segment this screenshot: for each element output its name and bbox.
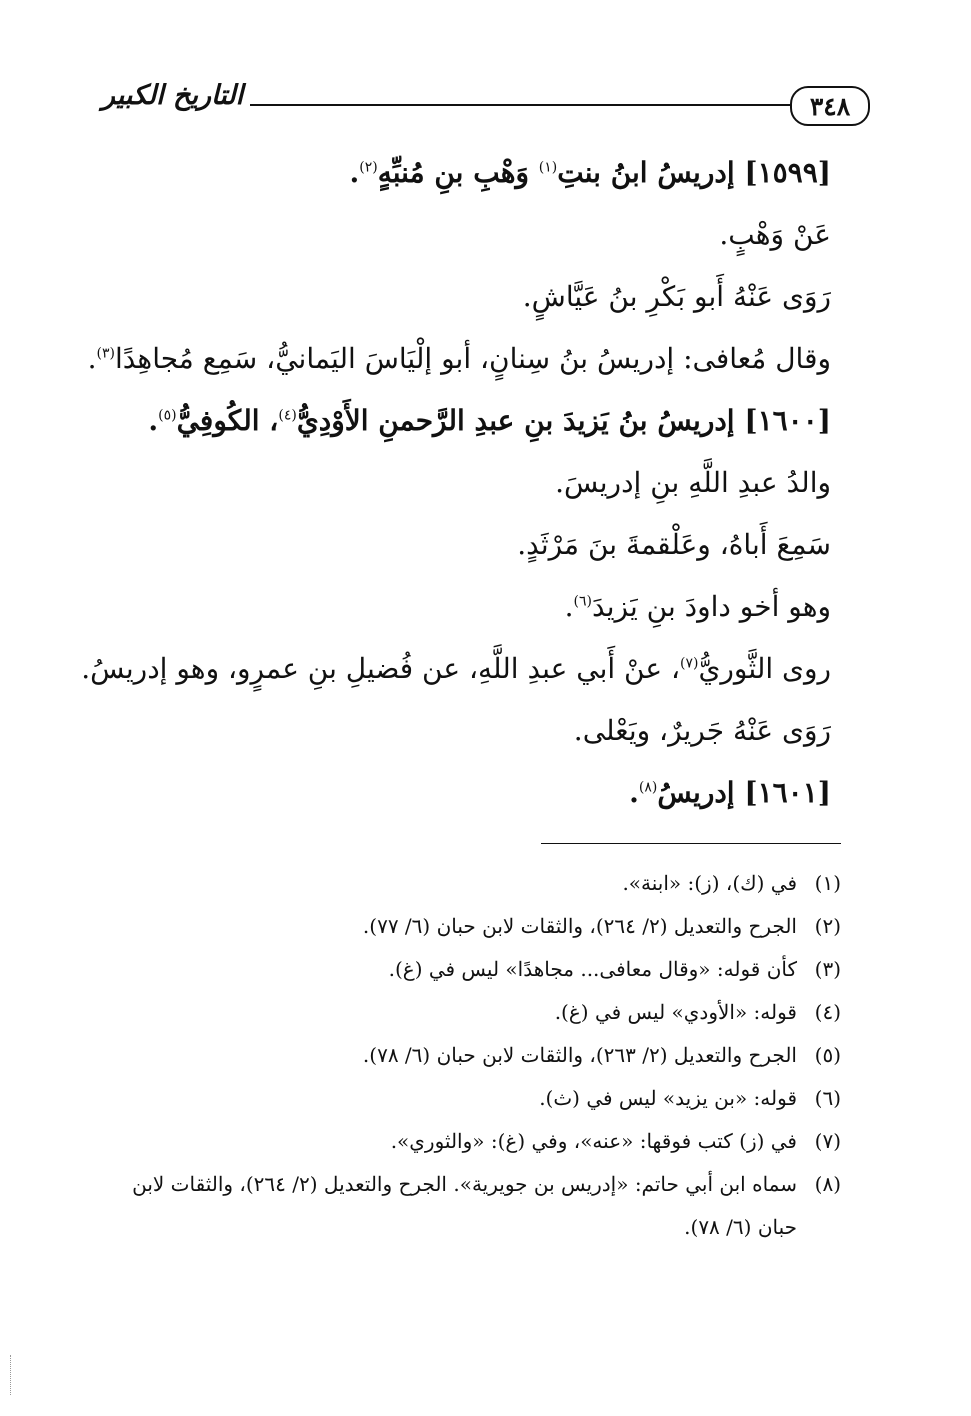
footnotes: [95, 862, 841, 1249]
page-number: ٣٤٨: [790, 86, 870, 126]
footnote-number: (٣): [814, 957, 841, 981]
footnote-item: [95, 991, 841, 1034]
footnote-item: [95, 948, 841, 991]
footnote-text: كأن قوله: «وقال معافى... مجاهدًا» ليس في (غ).: [388, 957, 797, 981]
footnote-item: [95, 1077, 841, 1120]
footnote-number: (٧): [814, 1129, 841, 1153]
header-rule: [250, 104, 790, 106]
footnote-item: [95, 1163, 841, 1249]
book-title: التاريخ الكبير: [101, 80, 244, 111]
text-line: رَوَى عَنْهُ جَريرٌ، ويَعْلى.: [573, 714, 831, 747]
text-line: وقال مُعافى: إدريسُ بنُ سِنانٍ، أبو إلْيَاسَ اليَمانيُّ، سَمِع مُجاهِدًا$^{(٣)}$.: [87, 342, 831, 375]
footnote-number: (٥): [814, 1043, 841, 1067]
text-line: عَنْ وَهْبٍ.: [719, 218, 831, 251]
footnote-number: (١): [814, 871, 841, 895]
margin-mark: [10, 1355, 12, 1395]
footnote-ref[interactable]: (١): [538, 159, 558, 176]
entry-1601: [١٦٠١] إدريسُ$^{(٨)}$.: [629, 776, 831, 809]
footnote-number: (٦): [814, 1086, 841, 1110]
footnote-text: قوله: «بن يزيد» ليس في (ث).: [539, 1086, 797, 1110]
text-line: رَوَى عَنْهُ أَبو بَكْرِ بنُ عَيَّاشٍ.: [522, 280, 831, 313]
entry-1600: [١٦٠٠] إدريسُ بنُ يَزيدَ بنِ عبدِ الرَّحمنِ الأَوْدِيُّ$^{(٤)}$، الكُوفِيُّ$^{(٥)}$.: [148, 404, 831, 437]
footnote-text: في (ك)، (ز): «ابنة».: [622, 871, 797, 895]
footnote-item: [95, 1034, 841, 1077]
footnote-number: (٨): [814, 1172, 841, 1196]
footnote-ref[interactable]: (٢): [359, 159, 378, 176]
footnote-text: الجرح والتعديل (٢/ ٢٦٣)، والثقات لابن حبان (٦/ ٧٨).: [362, 1043, 797, 1067]
main-text: [81, 142, 831, 824]
text-line: روى الثَّوريُّ$^{(٧)}$، عنْ أَبي عبدِ اللَّهِ، عن فُضيلِ بنِ عمرٍو، وهو إدريسُ.: [81, 652, 831, 685]
footnote-ref[interactable]: (٦): [573, 593, 593, 610]
footnote-item: [95, 905, 841, 948]
footnote-text: قوله: «الأودي» ليس في (غ).: [554, 1000, 797, 1024]
page-header: [100, 78, 870, 134]
footnote-ref[interactable]: (٨): [638, 779, 658, 796]
footnote-ref[interactable]: (٤): [278, 407, 297, 424]
footnote-number: (٢): [814, 914, 841, 938]
text-line: والدُ عبدِ اللَّهِ بنِ إدريسَ.: [555, 466, 831, 499]
footnote-text: الجرح والتعديل (٢/ ٢٦٤)، والثقات لابن حبان (٦/ ٧٧).: [362, 914, 797, 938]
text-line: سَمِعَ أَباهُ، وعَلْقمةَ بنَ مَرْثَدٍ.: [517, 528, 831, 561]
footnote-item: [95, 1120, 841, 1163]
footnote-item: [95, 862, 841, 905]
footnote-text: في (ز) كتب فوقها: «عنه»، وفي (غ): «والثوري».: [390, 1129, 797, 1153]
footnote-divider: [541, 843, 841, 844]
footnote-ref[interactable]: (٣): [96, 345, 115, 362]
footnote-ref[interactable]: (٧): [680, 655, 699, 672]
text-line: وهو أخو داودَ بنِ يَزيدَ$^{(٦)}$.: [564, 590, 831, 623]
entry-1599: [١٥٩٩] إدريسُ ابنُ بنتِ$^{(١)}$ وَهْبِ بنِ مُنبِّهٍ$^{(٢)}$.: [349, 156, 831, 189]
footnote-text: سماه ابن أبي حاتم: «إدريس بن جويرية». الجرح والتعديل (٢/ ٢٦٤)، والثقات لابن حبان (٦/ ٧٨).: [132, 1172, 797, 1239]
footnote-ref[interactable]: (٥): [158, 407, 177, 424]
footnote-number: (٤): [814, 1000, 841, 1024]
